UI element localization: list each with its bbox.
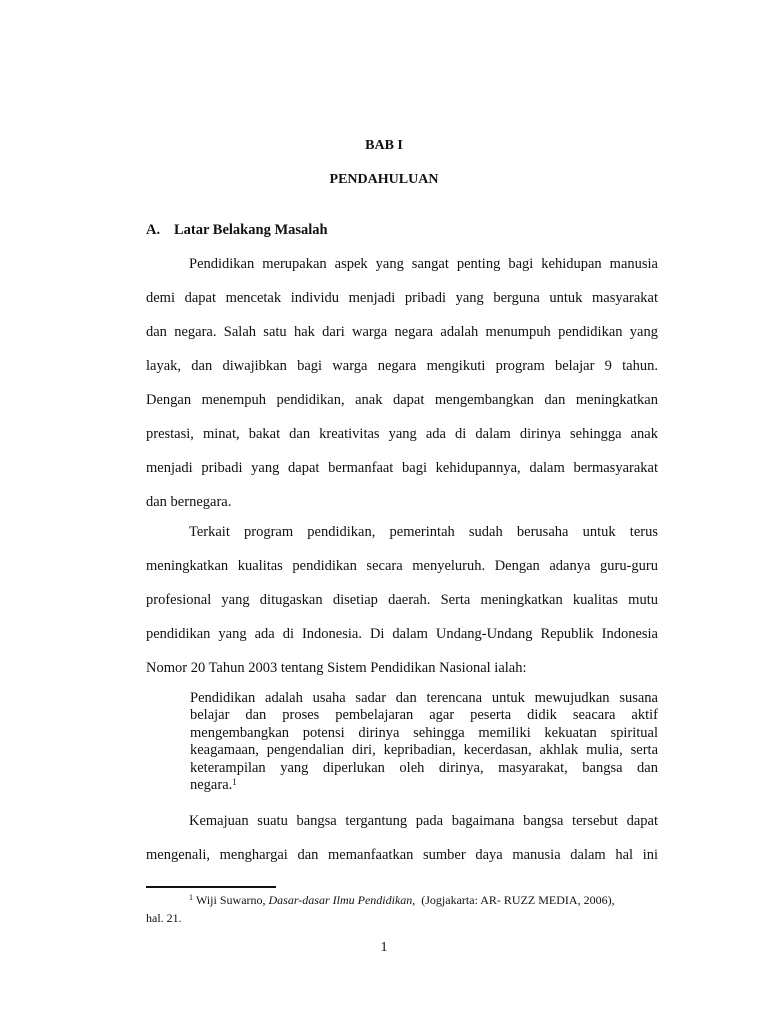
- footnote: [146, 891, 658, 927]
- footnote-line: [146, 891, 658, 909]
- paragraph-line: Dengan menempuh pendidikan, anak dapat mengembangkan dan meningkatkan: [146, 392, 658, 408]
- footnote-page: hal. 21.: [146, 911, 182, 925]
- footnote-author: Wiji Suwarno,: [196, 893, 269, 907]
- chapter-label: BAB I: [365, 138, 403, 153]
- paragraph-line: pendidikan yang ada di Indonesia. Di dalam Undang-Undang Republik Indonesia: [146, 626, 658, 642]
- footnote-reference: 1: [232, 777, 237, 788]
- section-label: A.: [146, 222, 161, 238]
- paragraph-line: layak, dan diwajibkan bagi warga negara mengikuti program belajar 9 tahun.: [146, 358, 658, 374]
- paragraph-line: Pendidikan merupakan aspek yang sangat penting bagi kehidupan manusia: [189, 256, 658, 272]
- quote-line: belajar dan proses pembelajaran agar peserta didik seacara aktif: [190, 707, 658, 724]
- block-quote: [190, 690, 658, 794]
- paragraph-line: menjadi pribadi yang dapat bermanfaat bagi kehidupannya, dalam bermasyarakat: [146, 460, 658, 476]
- paragraph-line: Kemajuan suatu bangsa tergantung pada bagaimana bangsa tersebut dapat: [189, 813, 658, 829]
- chapter-title: PENDAHULUAN: [329, 172, 439, 187]
- quote-line: keterampilan yang diperlukan oleh dirinya, masyarakat, bangsa dan: [190, 759, 658, 776]
- quote-last-line: [190, 777, 658, 794]
- footnote-book-title: Dasar-dasar Ilmu Pendidikan,: [268, 893, 416, 907]
- paragraph-1: [146, 247, 658, 519]
- footnote-publisher: (Jogjakarta: AR- RUZZ MEDIA, 2006),: [415, 893, 615, 907]
- quote-line: keagamaan, pengendalian diri, kepribadian, kecerdasan, akhlak mulia, serta: [190, 742, 658, 759]
- paragraph-3: [146, 804, 658, 872]
- paragraph-line: dan negara. Salah satu hak dari warga negara adalah menumpuh pendidikan yang: [146, 324, 658, 340]
- paragraph-line: dan bernegara.: [146, 494, 232, 510]
- paragraph-line: demi dapat mencetak individu menjadi pribadi yang berguna untuk masyarakat: [146, 290, 658, 306]
- quote-line: Pendidikan adalah usaha sadar dan terencana untuk mewujudkan susana: [190, 690, 658, 706]
- paragraph-line: prestasi, minat, bakat dan kreativitas yang ada di dalam dirinya sehingga anak: [146, 426, 658, 442]
- page-number: 1: [380, 940, 388, 955]
- paragraph-line: meningkatkan kualitas pendidikan secara menyeluruh. Dengan adanya guru-guru: [146, 558, 658, 574]
- paragraph-line: mengenali, menghargai dan memanfaatkan sumber daya manusia dalam hal ini: [146, 847, 658, 863]
- section-heading: [146, 222, 328, 239]
- paragraph-line: profesional yang ditugaskan disetiap daerah. Serta meningkatkan kualitas mutu: [146, 592, 658, 608]
- footnote-number: 1: [189, 893, 193, 902]
- quote-line: mengembangkan potensi dirinya sehingga memiliki kekuatan spiritual: [190, 724, 658, 741]
- quote-line: negara.: [190, 777, 233, 794]
- section-title: Latar Belakang Masalah: [174, 222, 328, 238]
- paragraph-2: [146, 515, 658, 685]
- footnote-divider: [146, 886, 276, 888]
- paragraph-line: Nomor 20 Tahun 2003 tentang Sistem Pendidikan Nasional ialah:: [146, 660, 527, 676]
- paragraph-line: Terkait program pendidikan, pemerintah sudah berusaha untuk terus: [189, 524, 658, 540]
